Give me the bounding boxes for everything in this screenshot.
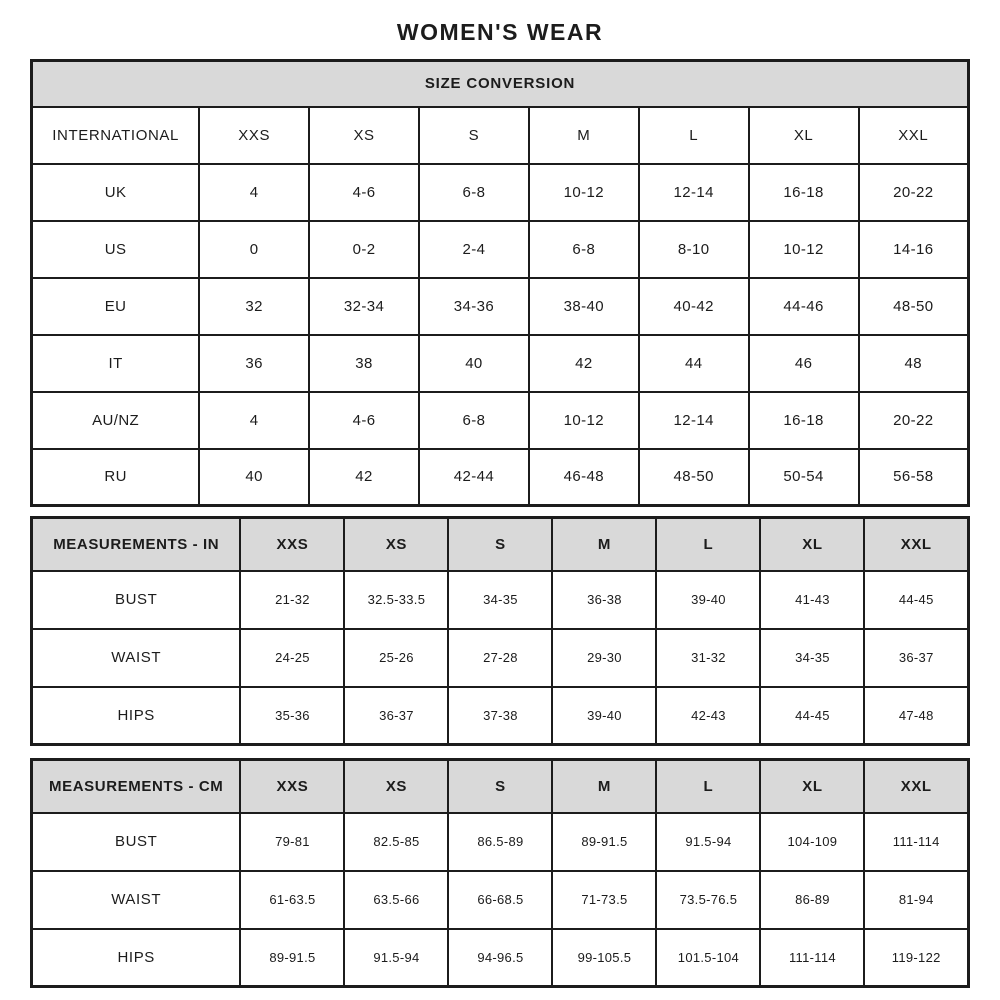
table-row	[32, 61, 969, 107]
measurement-value: 63.5-66	[344, 871, 448, 929]
table-row	[32, 335, 969, 392]
row-label: HIPS	[32, 929, 241, 987]
size-value: 4-6	[309, 392, 419, 449]
column-header: XXL	[864, 518, 968, 571]
table-row	[32, 518, 969, 571]
size-value: 6-8	[419, 392, 529, 449]
column-header: S	[448, 518, 552, 571]
row-label: AU/NZ	[32, 392, 200, 449]
size-value: 48-50	[859, 278, 969, 335]
measurements-in-table	[30, 516, 970, 746]
measurement-value: 111-114	[864, 813, 968, 871]
column-header: M	[529, 107, 639, 164]
measurement-value: 36-38	[552, 571, 656, 629]
table-row	[32, 571, 969, 629]
measurement-value: 86.5-89	[448, 813, 552, 871]
row-label: HIPS	[32, 687, 241, 745]
measurement-value: 34-35	[760, 629, 864, 687]
size-value: 4	[199, 392, 309, 449]
measurement-value: 44-45	[864, 571, 968, 629]
size-value: 12-14	[639, 392, 749, 449]
row-label: RU	[32, 449, 200, 506]
size-value: 0	[199, 221, 309, 278]
size-value: 40	[199, 449, 309, 506]
table-row	[32, 629, 969, 687]
size-value: 36	[199, 335, 309, 392]
measurement-value: 39-40	[656, 571, 760, 629]
measurement-value: 86-89	[760, 871, 864, 929]
size-value: 50-54	[749, 449, 859, 506]
table-row	[32, 813, 969, 871]
column-header: XL	[760, 518, 864, 571]
table-row	[32, 164, 969, 221]
size-value: 40-42	[639, 278, 749, 335]
measurement-value: 25-26	[344, 629, 448, 687]
measurements-cm-title: MEASUREMENTS - CM	[32, 760, 241, 813]
size-value: 4-6	[309, 164, 419, 221]
column-header: M	[552, 518, 656, 571]
table-row	[32, 449, 969, 506]
size-value: 42	[529, 335, 639, 392]
size-value: 44	[639, 335, 749, 392]
measurement-value: 35-36	[240, 687, 344, 745]
column-header: S	[448, 760, 552, 813]
measurement-value: 32.5-33.5	[344, 571, 448, 629]
size-value: 44-46	[749, 278, 859, 335]
measurement-value: 47-48	[864, 687, 968, 745]
measurement-value: 66-68.5	[448, 871, 552, 929]
row-label: EU	[32, 278, 200, 335]
column-header: XXL	[859, 107, 969, 164]
column-header: XXL	[864, 760, 968, 813]
measurements-cm-table	[30, 758, 970, 988]
table-row	[32, 278, 969, 335]
measurement-value: 24-25	[240, 629, 344, 687]
column-header: XS	[309, 107, 419, 164]
measurement-value: 81-94	[864, 871, 968, 929]
size-value: 16-18	[749, 164, 859, 221]
measurement-value: 27-28	[448, 629, 552, 687]
measurement-value: 119-122	[864, 929, 968, 987]
size-value: 42-44	[419, 449, 529, 506]
size-conversion-table	[30, 59, 970, 507]
measurement-value: 94-96.5	[448, 929, 552, 987]
size-value: 12-14	[639, 164, 749, 221]
row-label: WAIST	[32, 629, 241, 687]
column-header: XXS	[240, 760, 344, 813]
row-label: BUST	[32, 571, 241, 629]
size-value: 34-36	[419, 278, 529, 335]
size-value: 40	[419, 335, 529, 392]
table-row	[32, 760, 969, 813]
row-label: BUST	[32, 813, 241, 871]
size-value: 10-12	[529, 392, 639, 449]
size-value: 32-34	[309, 278, 419, 335]
table-row	[32, 871, 969, 929]
table-row	[32, 221, 969, 278]
measurement-value: 111-114	[760, 929, 864, 987]
table-row	[32, 929, 969, 987]
size-value: 6-8	[529, 221, 639, 278]
column-header: XS	[344, 760, 448, 813]
measurement-value: 29-30	[552, 629, 656, 687]
column-header: XS	[344, 518, 448, 571]
measurement-value: 31-32	[656, 629, 760, 687]
column-header: L	[656, 518, 760, 571]
measurement-value: 21-32	[240, 571, 344, 629]
size-value: 32	[199, 278, 309, 335]
measurement-value: 104-109	[760, 813, 864, 871]
measurement-value: 36-37	[864, 629, 968, 687]
column-header: XXS	[199, 107, 309, 164]
size-value: 10-12	[529, 164, 639, 221]
measurement-value: 41-43	[760, 571, 864, 629]
column-header: S	[419, 107, 529, 164]
column-header: L	[639, 107, 749, 164]
size-value: 20-22	[859, 392, 969, 449]
column-header: M	[552, 760, 656, 813]
size-value: 38	[309, 335, 419, 392]
column-header: L	[656, 760, 760, 813]
row-label: US	[32, 221, 200, 278]
measurement-value: 82.5-85	[344, 813, 448, 871]
size-value: 10-12	[749, 221, 859, 278]
measurement-value: 79-81	[240, 813, 344, 871]
size-value: 48	[859, 335, 969, 392]
size-value: 48-50	[639, 449, 749, 506]
measurement-value: 73.5-76.5	[656, 871, 760, 929]
measurement-value: 61-63.5	[240, 871, 344, 929]
size-value: 16-18	[749, 392, 859, 449]
measurement-value: 34-35	[448, 571, 552, 629]
table-row	[32, 107, 969, 164]
size-value: 46	[749, 335, 859, 392]
column-header: XL	[760, 760, 864, 813]
size-value: 42	[309, 449, 419, 506]
row-label: UK	[32, 164, 200, 221]
size-value: 8-10	[639, 221, 749, 278]
size-value: 20-22	[859, 164, 969, 221]
size-value: 6-8	[419, 164, 529, 221]
size-value: 38-40	[529, 278, 639, 335]
measurement-value: 101.5-104	[656, 929, 760, 987]
measurement-value: 44-45	[760, 687, 864, 745]
measurement-value: 71-73.5	[552, 871, 656, 929]
measurement-value: 37-38	[448, 687, 552, 745]
measurement-value: 36-37	[344, 687, 448, 745]
row-label: IT	[32, 335, 200, 392]
size-value: 14-16	[859, 221, 969, 278]
row-label: WAIST	[32, 871, 241, 929]
measurement-value: 91.5-94	[344, 929, 448, 987]
measurement-value: 99-105.5	[552, 929, 656, 987]
column-header: XL	[749, 107, 859, 164]
size-value: 2-4	[419, 221, 529, 278]
table-row	[32, 687, 969, 745]
measurement-value: 89-91.5	[240, 929, 344, 987]
size-value: 56-58	[859, 449, 969, 506]
table-row	[32, 392, 969, 449]
size-value: 0-2	[309, 221, 419, 278]
size-value: 46-48	[529, 449, 639, 506]
measurement-value: 89-91.5	[552, 813, 656, 871]
column-header: INTERNATIONAL	[32, 107, 200, 164]
column-header: XXS	[240, 518, 344, 571]
measurement-value: 39-40	[552, 687, 656, 745]
size-value: 4	[199, 164, 309, 221]
measurement-value: 91.5-94	[656, 813, 760, 871]
page-title: WOMEN'S WEAR	[396, 19, 604, 45]
size-conversion-title: SIZE CONVERSION	[32, 61, 969, 107]
measurement-value: 42-43	[656, 687, 760, 745]
measurements-in-title: MEASUREMENTS - IN	[32, 518, 241, 571]
